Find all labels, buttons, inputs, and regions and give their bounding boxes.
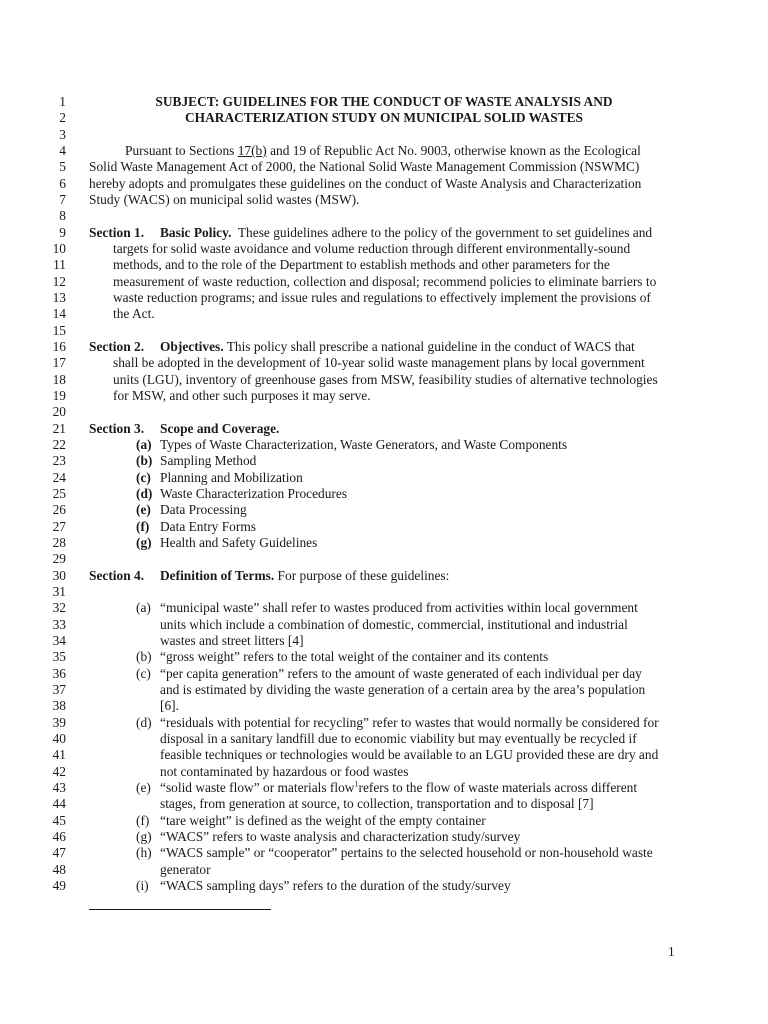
definition-letter: (h) (136, 845, 152, 860)
line-number: 30 (52, 568, 66, 583)
section-3-heading: Scope and Coverage. (160, 421, 280, 436)
line-number: 24 (52, 470, 66, 485)
scope-item-text: Waste Characterization Procedures (160, 486, 348, 501)
section-1-heading: Basic Policy. (160, 225, 232, 240)
line-number: 27 (52, 519, 66, 534)
scope-item-text: Health and Safety Guidelines (160, 535, 318, 550)
line-number: 7 (59, 192, 66, 207)
line-number: 41 (52, 747, 66, 762)
line-number: 29 (52, 551, 66, 566)
definition-letter: (d) (136, 715, 152, 730)
line-number: 20 (52, 404, 66, 419)
definition-body: refers to the flow of waste materials across different (358, 780, 638, 795)
line-number: 43 (52, 780, 66, 795)
definition-text: “residuals with potential for recycling” refer to wastes that would normally be considered for (160, 715, 659, 730)
section-4-label: Section 4. (89, 568, 145, 583)
definition-letter: (g) (136, 829, 152, 844)
section-1-line-9 (160, 225, 652, 241)
scope-item-text: Data Entry Forms (160, 519, 256, 534)
section-link[interactable]: 17(b) (237, 143, 267, 158)
definition-text: wastes and street litters [4] (160, 633, 304, 648)
definition-text: not contaminated by hazardous or food wastes (160, 764, 409, 779)
scope-item-text: Types of Waste Characterization, Waste Generators, and Waste Components (160, 437, 568, 452)
document-title-line-1: SUBJECT: GUIDELINES FOR THE CONDUCT OF WASTE ANALYSIS AND (155, 94, 613, 109)
section-2-line-17: shall be adopted in the development of 10-year solid waste management plans by local government (113, 355, 645, 370)
line-number: 21 (52, 421, 66, 436)
scope-item-letter: (a) (136, 437, 152, 452)
definition-text: “WACS” refers to waste analysis and characterization study/survey (160, 829, 521, 844)
line-number: 36 (52, 666, 66, 681)
section-4-heading: Definition of Terms. (160, 568, 275, 583)
scope-item-letter: (e) (136, 502, 151, 517)
line-number: 39 (52, 715, 66, 730)
document-title-line-2: CHARACTERIZATION STUDY ON MUNICIPAL SOLID WASTES (185, 110, 583, 125)
intro-line-5: Solid Waste Management Act of 2000, the National Solid Waste Management Commission (NSWMC) (89, 159, 640, 174)
definition-text: stages, from generation at source, to collection, transportation and to disposal [7] (160, 796, 594, 811)
definition-text (160, 780, 637, 796)
line-number: 9 (59, 225, 66, 240)
definition-text: feasible techniques or technologies would be available to an LGU provided these are dry and (160, 747, 659, 762)
section-2-line-16 (160, 339, 635, 355)
section-1-text: These guidelines adhere to the policy of the government to set guidelines and (231, 225, 653, 240)
definition-text: disposal in a sanitary landfill due to economic viability but may eventually be recycled if (160, 731, 637, 746)
line-number: 31 (52, 584, 66, 599)
line-number: 49 (52, 878, 66, 893)
line-number: 26 (52, 502, 66, 517)
line-number: 13 (52, 290, 66, 305)
line-number: 19 (52, 388, 66, 403)
line-number: 4 (59, 143, 66, 158)
section-2-label: Section 2. (89, 339, 145, 354)
line-number: 10 (52, 241, 66, 256)
line-number: 18 (52, 372, 66, 387)
line-number: 8 (59, 208, 66, 223)
definition-text: “WACS sampling days” refers to the duration of the study/survey (160, 878, 511, 893)
scope-item-letter: (c) (136, 470, 151, 485)
section-2-text: This policy shall prescribe a national guideline in the conduct of WACS that (223, 339, 635, 354)
line-number: 15 (52, 323, 66, 338)
section-2-line-19: for MSW, and other such purposes it may serve. (113, 388, 371, 403)
line-number: 6 (59, 176, 66, 191)
section-3-label: Section 3. (89, 421, 145, 436)
intro-line-4 (125, 143, 641, 159)
intro-text: Pursuant to Sections (125, 143, 238, 158)
line-number: 1 (59, 94, 66, 109)
section-1-line-10: targets for solid waste avoidance and volume reduction through different environmentally-sound (113, 241, 631, 256)
section-1-line-13: waste reduction programs; and issue rules and regulations to effectively implement the provisions of (113, 290, 651, 305)
line-number: 16 (52, 339, 66, 354)
line-number: 33 (52, 617, 66, 632)
footnote-separator (89, 909, 271, 910)
line-number: 35 (52, 649, 66, 664)
scope-item-text: Sampling Method (160, 453, 257, 468)
line-number: 23 (52, 453, 66, 468)
line-number: 46 (52, 829, 66, 844)
line-number: 14 (52, 306, 66, 321)
section-2-line-18: units (LGU), inventory of greenhouse gases from MSW, feasibility studies of alternative technologies (113, 372, 658, 387)
definition-text: “municipal waste” shall refer to wastes produced from activities within local government (160, 600, 638, 615)
definition-text: generator (160, 862, 211, 877)
definition-text: “tare weight” is defined as the weight of the empty container (160, 813, 486, 828)
line-number: 12 (52, 274, 66, 289)
line-number: 5 (59, 159, 66, 174)
line-number: 40 (52, 731, 66, 746)
section-1-line-11: methods, and to the role of the Department to establish methods and other parameters for the (113, 257, 610, 272)
definition-letter: (i) (136, 878, 149, 893)
definition-text: [6]. (160, 698, 179, 713)
line-number: 37 (52, 682, 66, 697)
scope-item-text: Data Processing (160, 502, 247, 517)
intro-text: and 19 of Republic Act No. 9003, otherwise known as the Ecological (266, 143, 641, 158)
section-1-line-12: measurement of waste reduction, collection and disposal; recommend policies to eliminate barriers to (113, 274, 657, 289)
line-number: 22 (52, 437, 66, 452)
scope-item-letter: (f) (136, 519, 150, 534)
section-1-label: Section 1. (89, 225, 145, 240)
definition-letter: (e) (136, 780, 151, 795)
line-number: 38 (52, 698, 66, 713)
line-number: 25 (52, 486, 66, 501)
line-number: 32 (52, 600, 66, 615)
definition-letter: (a) (136, 600, 151, 615)
definition-text: “gross weight” refers to the total weight of the container and its contents (160, 649, 549, 664)
definition-text: “WACS sample” or “cooperator” pertains to the selected household or non-household waste (160, 845, 653, 860)
line-number: 17 (52, 355, 66, 370)
line-number: 47 (52, 845, 66, 860)
line-number: 2 (59, 110, 66, 125)
definition-letter: (b) (136, 649, 152, 664)
footnote-marker[interactable]: 1 (354, 779, 359, 789)
definition-text: units which include a combination of domestic, commercial, institutional and industrial (160, 617, 628, 632)
line-number: 42 (52, 764, 66, 779)
line-number: 3 (59, 127, 66, 142)
definition-text: and is estimated by dividing the waste generation of a certain area by the area’s population (160, 682, 646, 697)
scope-item-letter: (b) (136, 453, 153, 468)
line-number: 48 (52, 862, 66, 877)
definition-letter: (f) (136, 813, 150, 828)
section-2-heading: Objectives. (160, 339, 224, 354)
line-number: 28 (52, 535, 66, 550)
line-number: 11 (53, 257, 66, 272)
section-4-intro: For purpose of these guidelines: (274, 568, 450, 583)
definition-letter: (c) (136, 666, 151, 681)
scope-item-letter: (d) (136, 486, 153, 501)
intro-line-6: hereby adopts and promulgates these guidelines on the conduct of Waste Analysis and Characterization (89, 176, 642, 191)
line-number: 44 (52, 796, 66, 811)
section-1-line-14: the Act. (113, 306, 155, 321)
intro-line-7: Study (WACS) on municipal solid wastes (MSW). (89, 192, 360, 207)
line-number: 34 (52, 633, 66, 648)
definition-text: “per capita generation” refers to the amount of waste generated of each individual per day (160, 666, 642, 681)
scope-item-text: Planning and Mobilization (160, 470, 303, 485)
scope-item-letter: (g) (136, 535, 152, 550)
section-4-line-30 (160, 568, 449, 584)
line-number: 45 (52, 813, 66, 828)
page-number: 1 (668, 944, 675, 959)
definition-term: “solid waste flow” or materials flow (160, 780, 355, 795)
